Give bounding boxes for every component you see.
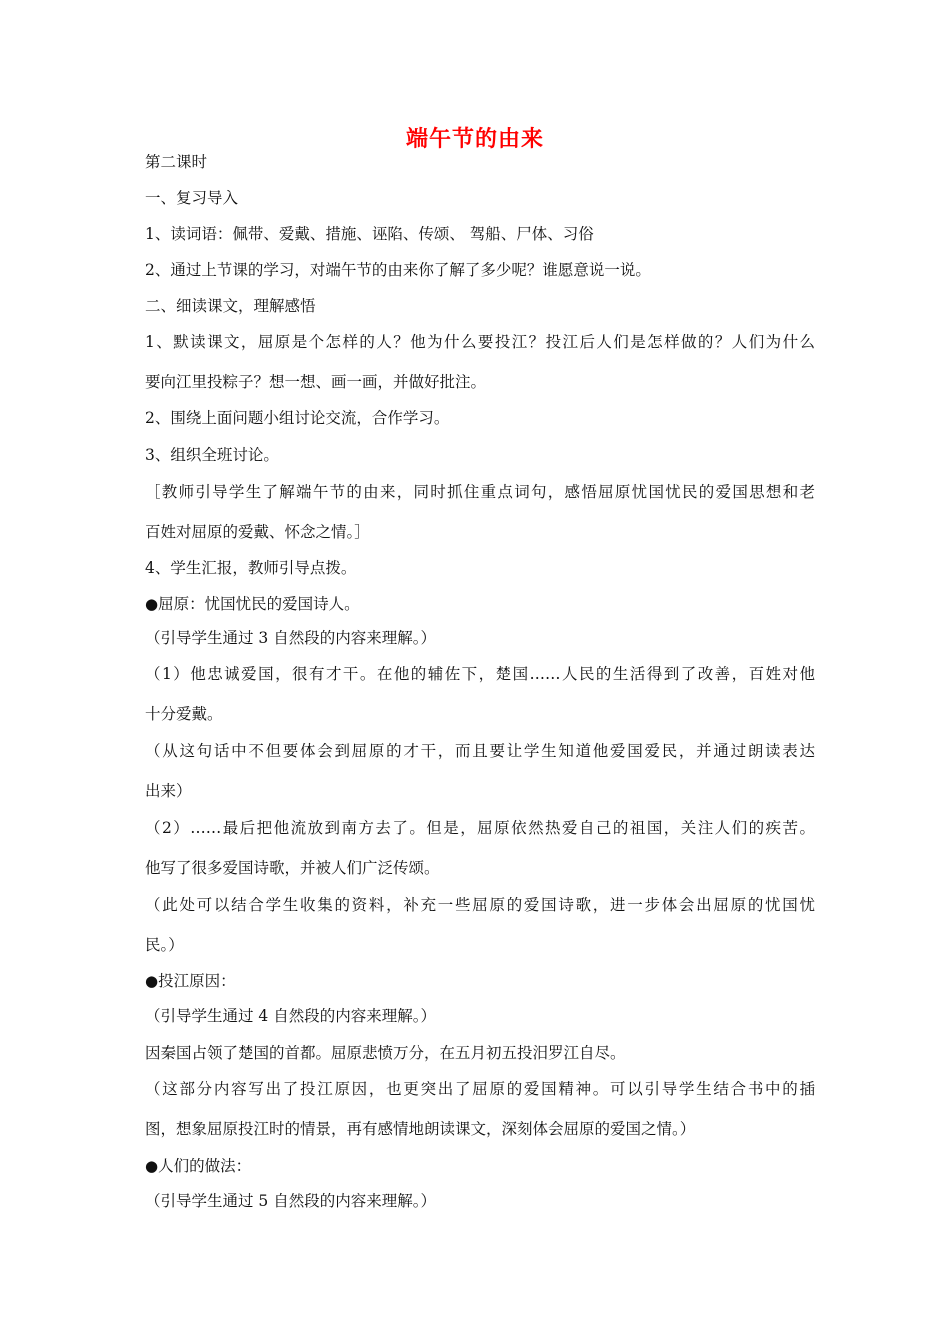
bullet-item-reason <box>145 971 815 991</box>
paragraph-line: 十分爱戴。 <box>145 705 223 723</box>
paragraph-line: 1、默读课文，屈原是个怎样的人？他为什么要投江？投江后人们是怎样做的？人们为什么 <box>145 333 815 351</box>
bullet-label: 屈原：忧国忧民的爱国诗人。 <box>158 595 360 613</box>
paragraph-line: 1、读词语：佩带、爱戴、措施、诬陷、传颂、 驾船、尸体、习俗 <box>145 225 594 243</box>
bullet-item-quyuan <box>145 594 815 614</box>
paragraph-line: （此处可以结合学生收集的资料，补充一些屈原的爱国诗歌，进一步体会出屈原的忧国忧 <box>145 896 815 914</box>
paragraph-line: 他写了很多爱国诗歌，并被人们广泛传颂。 <box>145 859 440 877</box>
paragraph-line: ［教师引导学生了解端午节的由来，同时抓住重点词句，感悟屈原忧国忧民的爱国思想和老 <box>145 483 815 501</box>
bullet-item-practice <box>145 1156 815 1176</box>
paragraph-line: （1）他忠诚爱国，很有才干。在他的辅佐下，楚国……人民的生活得到了改善，百姓对他 <box>145 665 815 683</box>
paragraph-line: （2）……最后把他流放到南方去了。但是，屈原依然热爱自己的祖国，关注人们的疾苦。 <box>145 819 815 837</box>
paragraph-line: 3、组织全班讨论。 <box>145 446 279 464</box>
paragraph-line: （这部分内容写出了投江原因，也更突出了屈原的爱国精神。可以引导学生结合书中的插 <box>145 1080 815 1098</box>
paragraph-line: 民。） <box>145 936 184 954</box>
paragraph-line: 因秦国占领了楚国的首都。屈原悲愤万分，在五月初五投汨罗江自尽。 <box>145 1044 626 1062</box>
paragraph-line: （引导学生通过 4 自然段的内容来理解。） <box>145 1007 436 1025</box>
bullet-label: 人们的做法： <box>158 1157 252 1175</box>
paragraph-line: （从这句话中不但要体会到屈原的才干，而且要让学生知道他爱国爱民，并通过朗读表达 <box>145 742 815 760</box>
bullet-icon <box>145 1157 158 1175</box>
paragraph-line: 要向江里投粽子？想一想、画一画，并做好批注。 <box>145 373 487 391</box>
paragraph-line: 图，想象屈原投江时的情景，再有感情地朗读课文，深刻体会屈原的爱国之情。） <box>145 1120 696 1138</box>
bullet-icon <box>145 972 158 990</box>
paragraph-line: 百姓对屈原的爱戴、怀念之情。］ <box>145 523 370 541</box>
document-title: 端午节的由来 <box>405 126 544 152</box>
paragraph-line: （引导学生通过 5 自然段的内容来理解。） <box>145 1192 436 1210</box>
paragraph-line: 4、学生汇报，教师引导点拨。 <box>145 559 357 577</box>
bullet-label: 投江原因： <box>158 972 236 990</box>
section-heading-reading: 二、细读课文，理解感悟 <box>145 297 316 315</box>
lesson-period: 第二课时 <box>145 153 208 171</box>
paragraph-line: 2、通过上节课的学习，对端午节的由来你了解了多少呢？谁愿意说一说。 <box>145 261 651 279</box>
paragraph-line: 2、围绕上面问题小组讨论交流，合作学习。 <box>145 409 450 427</box>
paragraph-line: 出来） <box>145 782 192 800</box>
section-heading-review: 一、复习导入 <box>145 189 239 207</box>
bullet-icon <box>145 595 158 613</box>
paragraph-line: （引导学生通过 3 自然段的内容来理解。） <box>145 629 436 647</box>
